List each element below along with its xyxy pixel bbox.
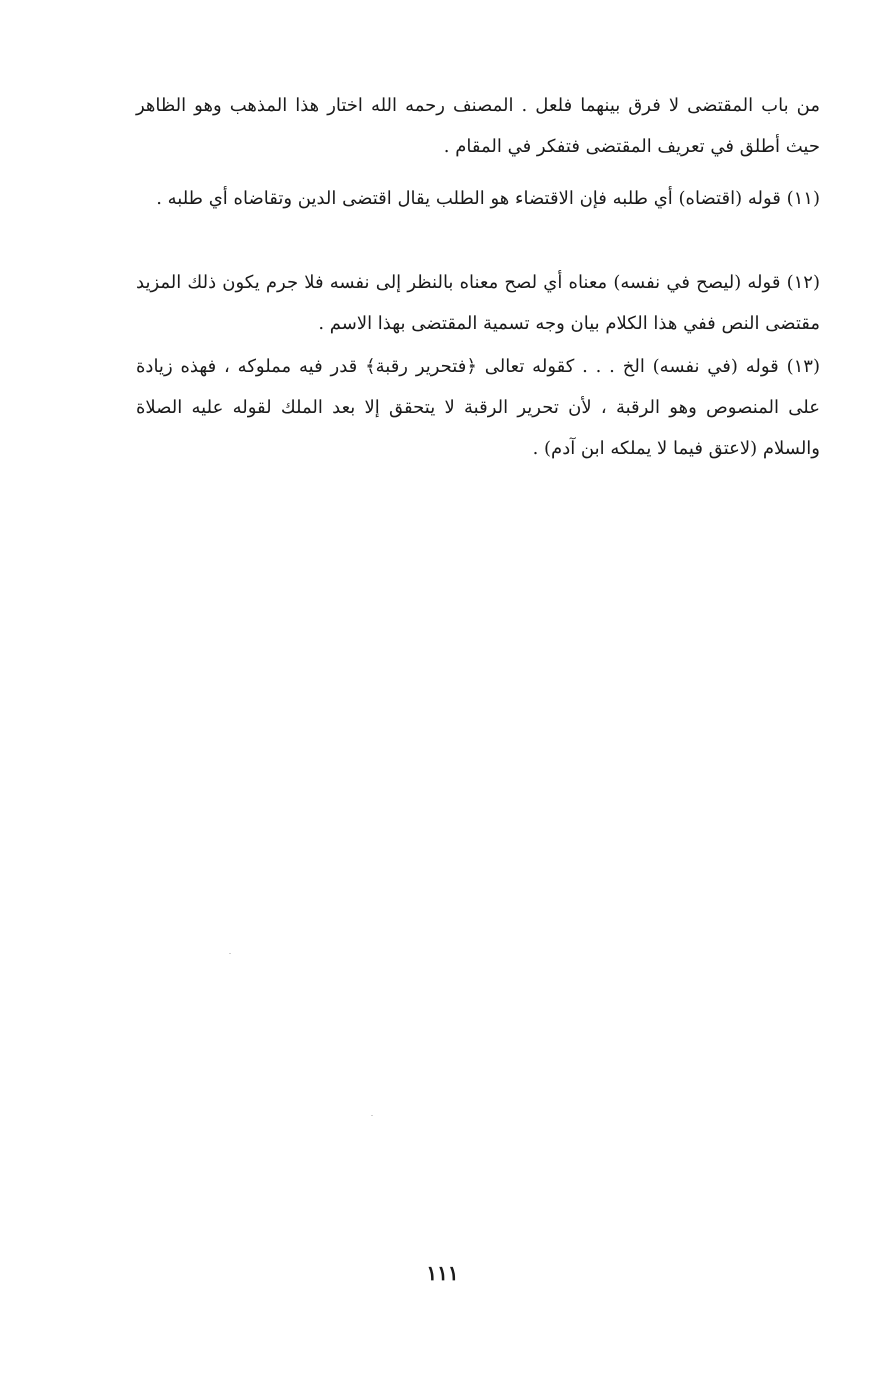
page-number: ١١١: [426, 1261, 459, 1285]
scan-speck: [371, 1115, 373, 1116]
scan-speck: [229, 953, 231, 954]
continuation-paragraph: من باب المقتضى لا فرق بينهما فلعل . المصنف رحمه الله اختار هذا المذهب وهو الظاهر حيث أطلق في تعريف المقتضى فتفكر في المقام .: [136, 95, 820, 157]
footnote-13: (١٣) قوله (في نفسه) الخ . . . كقوله تعالى ﴿فتحرير رقبة﴾ قدر فيه مملوكه ، فهذه زيادة على المنصوص وهو الرقبة ، لأن تحرير الرقبة لا يتحقق إلا بعد الملك لقوله عليه الصلاة والسلام (لاعتق فيما لا يملكه ابن آدم) .: [136, 356, 820, 459]
footnote-12: (١٢) قوله (ليصح في نفسه) معناه أي لصح معناه بالنظر إلى نفسه فلا جرم يكون ذلك المزيد مقتضى النص ففي هذا الكلام بيان وجه تسمية المقتضى بهذا الاسم .: [136, 272, 820, 334]
footnote-11: (١١) قوله (اقتضاه) أي طلبه فإن الاقتضاء هو الطلب يقال اقتضى الدين وتقاضاه أي طلبه .: [156, 188, 820, 209]
